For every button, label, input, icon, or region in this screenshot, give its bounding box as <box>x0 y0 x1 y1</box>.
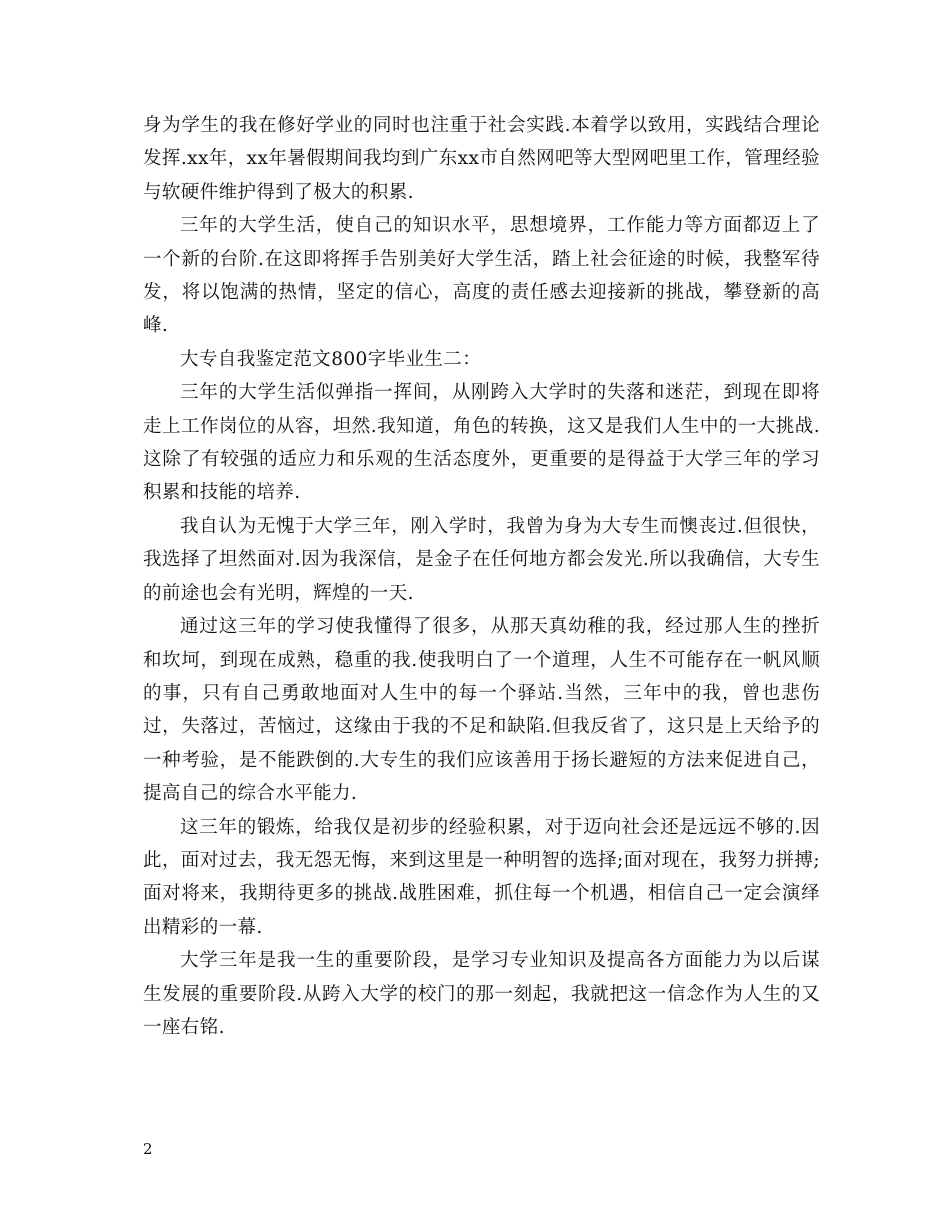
paragraph-important-stage: 大学三年是我一生的重要阶段，是学习专业知识及提高各方面能力为以后谋生发展的重要阶段.从跨入大学的校门的那一刻起，我就把这一信念作为人生的又一座右铭. <box>143 950 820 1038</box>
page-number: 2 <box>143 1140 153 1158</box>
document-body <box>143 109 820 1044</box>
section-heading: 大专自我鉴定范文800字毕业生二： <box>180 348 482 370</box>
paragraph-lessons-learned: 通过这三年的学习使我懂得了很多，从那天真幼稚的我，经过那人生的挫折和坎坷，到现在成熟，稳重的我.使我明白了一个道理，人生不可能存在一帆风顺的事，只有自己勇敢地面对人生中的每一个驿站.当然，三年中的我，曾也悲伤过，失落过，苦恼过，这缘由于我的不足和缺陷.但我反省了，这只是上天给予的一种考验，是不能跌倒的.大专生的我们应该善用于扬长避短的方法来促进自己，提高自己的综合水平能力. <box>143 616 820 805</box>
paragraph-college-life: 三年的大学生活似弹指一挥间，从刚跨入大学时的失落和迷茫，到现在即将走上工作岗位的从容，坦然.我知道，角色的转换，这又是我们人生中的一大挑战.这除了有较强的适应力和乐观的生活态度外，更重要的是得益于大学三年的学习积累和技能的培养. <box>143 382 820 504</box>
paragraph-training-experience: 这三年的锻炼，给我仅是初步的经验积累，对于迈向社会还是远远不够的.因此，面对过去，我无怨无悔，来到这里是一种明智的选择;面对现在，我努力拼搏;面对将来，我期待更多的挑战.战胜困难，抓住每一个机遇，相信自己一定会演绎出精彩的一幕. <box>143 816 820 938</box>
paragraph-self-assessment: 我自认为无愧于大学三年，刚入学时，我曾为身为大专生而懊丧过.但很快，我选择了坦然面对.因为我深信，是金子在任何地方都会发光.所以我确信，大专生的前途也会有光明，辉煌的一天. <box>143 515 820 604</box>
paragraph-social-practice: 身为学生的我在修好学业的同时也注重于社会实践.本着学以致用，实践结合理论发挥.xx年，xx年暑假期间我均到广东xx市自然网吧等大型网吧里工作，管理经验与软硬件维护得到了极大的积累. <box>143 115 820 203</box>
paragraph-three-years-growth: 三年的大学生活，使自己的知识水平，思想境界，工作能力等方面都迈上了一个新的台阶.在这即将挥手告别美好大学生活，踏上社会征途的时候，我整军待发，将以饱满的热情，坚定的信心，高度的责任感去迎接新的挑战，攀登新的高峰. <box>143 215 820 337</box>
